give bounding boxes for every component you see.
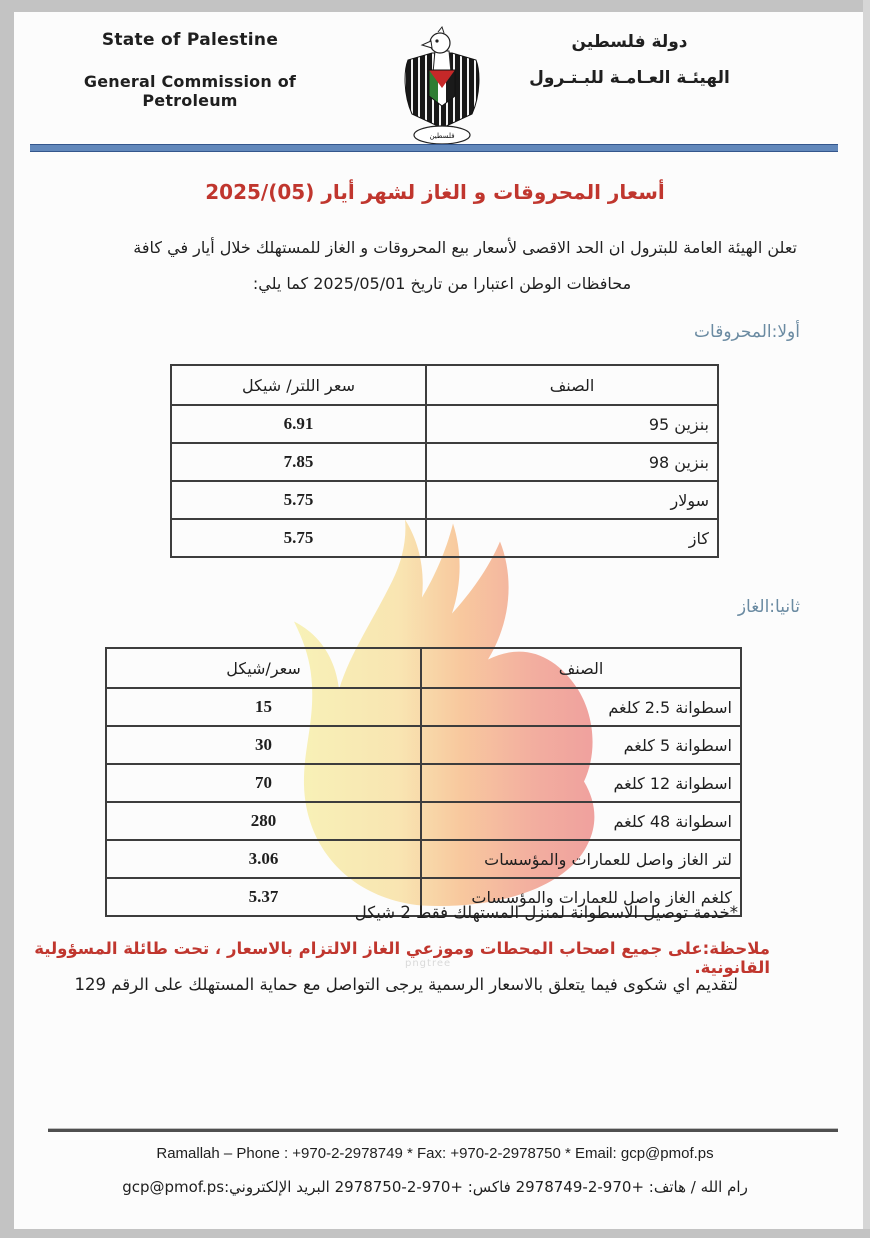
table-header-row bbox=[106, 648, 741, 688]
org-name-english bbox=[35, 30, 345, 110]
note-cylinder-delivery: *خدمة توصيل الاسطوانة لمنزل المستهلك فقط 2 شيكل bbox=[354, 903, 738, 922]
state-name-ar: دولة فلسطين bbox=[571, 32, 688, 52]
price-cell: 280 bbox=[106, 802, 421, 840]
scan-edge-top bbox=[0, 0, 870, 12]
item-cell: كاز bbox=[426, 519, 718, 557]
price-cell: 30 bbox=[106, 726, 421, 764]
price-cell: 3.06 bbox=[106, 840, 421, 878]
item-cell: اسطوانة 48 كلغم bbox=[421, 802, 741, 840]
price-cell: 15 bbox=[106, 688, 421, 726]
item-column-header: الصنف bbox=[426, 365, 718, 405]
intro-line-1: تعلن الهيئة العامة للبترول ان الحد الاقصى لأسعار بيع المحروقات و الغاز للمستهلك خلال أيار في كافة bbox=[133, 238, 797, 257]
price-cell: 7.85 bbox=[171, 443, 426, 481]
palestine-coat-of-arms-icon bbox=[392, 22, 492, 148]
org-name-arabic bbox=[507, 32, 752, 88]
commission-name-ar: الهيئـة العـامـة للبـتـرول bbox=[529, 68, 730, 88]
price-cell: 5.75 bbox=[171, 519, 426, 557]
note-complaint-hotline: لتقديم اي شكوى فيما يتعلق بالاسعار الرسمية يرجى التواصل مع حماية المستهلك على الرقم 129 bbox=[74, 975, 738, 994]
footer-divider-rule bbox=[48, 1128, 838, 1132]
item-column-header: الصنف bbox=[421, 648, 741, 688]
state-name-en: State of Palestine bbox=[101, 30, 279, 50]
scan-edge-right bbox=[863, 0, 870, 1238]
stock-watermark: pngtree bbox=[405, 958, 452, 969]
table-row bbox=[106, 764, 741, 802]
table-row bbox=[171, 405, 718, 443]
price-column-header: سعر/شيكل bbox=[106, 648, 421, 688]
intro-line-2: محافظات الوطن اعتبارا من تاريخ 2025/05/01 كما يلي: bbox=[252, 274, 632, 293]
commission-name-en: General Commission of Petroleum bbox=[83, 72, 297, 110]
price-cell: 70 bbox=[106, 764, 421, 802]
footer-contact-arabic: رام الله / هاتف: +970-2-2978749 فاكس: +970-2-2978750 البريد الإلكتروني:gcp@pmof.ps bbox=[122, 1178, 748, 1196]
table-row bbox=[171, 443, 718, 481]
price-cell: 5.37 bbox=[106, 878, 421, 916]
item-cell: اسطوانة 5 كلغم bbox=[421, 726, 741, 764]
fuel-prices-table bbox=[170, 364, 719, 558]
header-divider-rule bbox=[30, 144, 838, 152]
footer-contact-english: Ramallah – Phone : +970-2-2978749 * Fax: +970-2-2978750 * Email: gcp@pmof.ps bbox=[156, 1145, 714, 1162]
table-row bbox=[106, 726, 741, 764]
scan-edge-bottom bbox=[0, 1229, 870, 1238]
note-legal-warning: ملاحظة:على جميع اصحاب المحطات وموزعي الغاز الالتزام بالاسعار ، تحت طائلة المسؤولية القانونية. bbox=[34, 939, 770, 977]
section-heading-fuels: أولا:المحروقات bbox=[694, 322, 800, 342]
section-heading-gas: ثانيا:الغاز bbox=[737, 597, 800, 617]
table-header-row bbox=[171, 365, 718, 405]
table-row bbox=[171, 481, 718, 519]
table-row bbox=[106, 802, 741, 840]
item-cell: بنزين 95 bbox=[426, 405, 718, 443]
item-cell: سولار bbox=[426, 481, 718, 519]
table-row bbox=[106, 840, 741, 878]
table-row bbox=[171, 519, 718, 557]
price-cell: 5.75 bbox=[171, 481, 426, 519]
scan-edge-left bbox=[0, 0, 14, 1238]
gas-prices-table bbox=[105, 647, 742, 917]
table-row bbox=[106, 688, 741, 726]
item-cell: بنزين 98 bbox=[426, 443, 718, 481]
item-cell: لتر الغاز واصل للعمارات والمؤسسات bbox=[421, 840, 741, 878]
item-cell: اسطوانة 12 كلغم bbox=[421, 764, 741, 802]
price-cell: 6.91 bbox=[171, 405, 426, 443]
item-cell: كلغم الغاز واصل للعمارات والمؤسسات bbox=[421, 878, 741, 916]
emblem-banner-text: فلسطين bbox=[429, 132, 455, 140]
page-title: أسعار المحروقات و الغاز لشهر أيار (05)/2025 bbox=[205, 180, 665, 204]
price-column-header: سعر اللتر/ شيكل bbox=[171, 365, 426, 405]
item-cell: اسطوانة 2.5 كلغم bbox=[421, 688, 741, 726]
